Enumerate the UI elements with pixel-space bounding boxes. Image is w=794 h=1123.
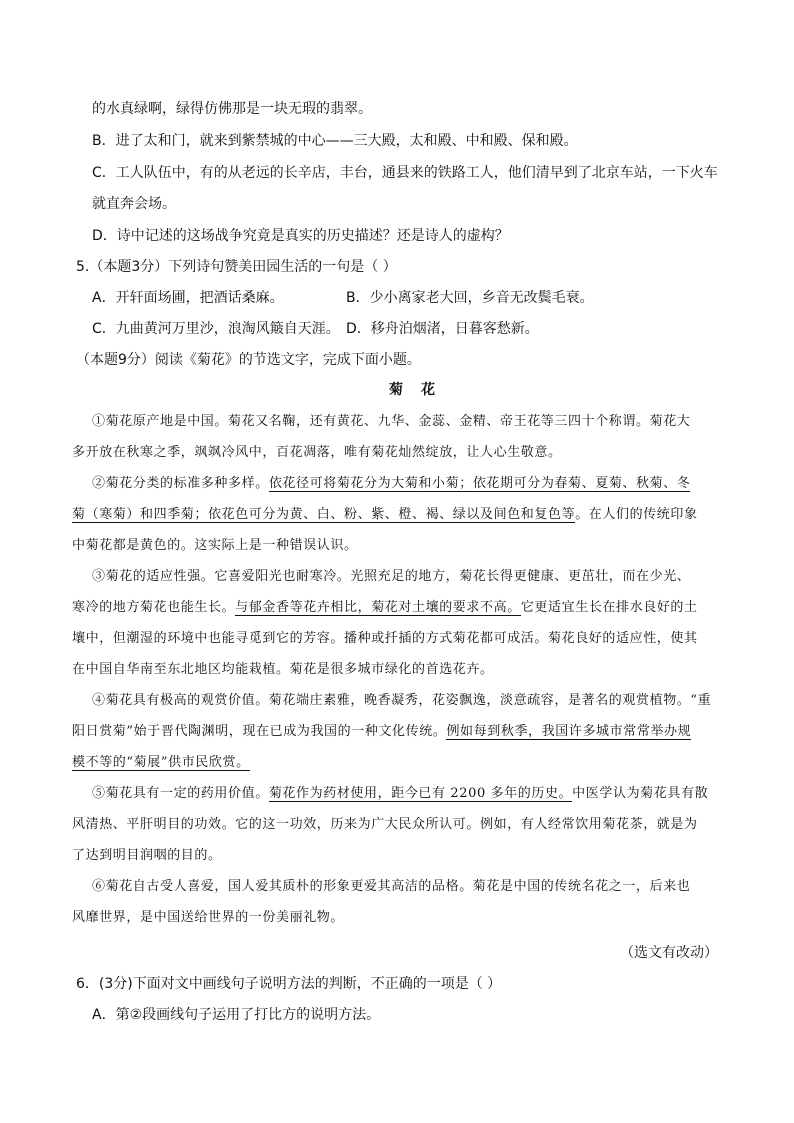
paragraph-4-line1: ④菊花具有极高的观赏价值。菊花端庄素雅，晚香凝秀，花姿飘逸，淡意疏容，是著名的观赏植物。“重 [92, 693, 712, 708]
paragraph-5-line3: 了达到明目润咽的目的。 [72, 848, 222, 863]
paragraph-2-line2 [72, 505, 698, 525]
q4-option-c-line2: 就直奔会场。 [92, 196, 176, 212]
paragraph-3-line1: ③菊花的适应性强。它喜爱阳光也耐寒冷。光照充足的地方，菊花长得更健康、更茁壮，而在少光、 [92, 569, 691, 584]
paragraph-5-line1 [92, 784, 708, 804]
q5-option-b: B．少小离家老大回，乡音无改鬓毛衰。 [346, 290, 594, 306]
paragraph-3-line3: 壤中，但潮湿的环境中也能寻觅到它的芳容。播种或扦插的方式菊花都可成活。菊花良好的适应性，使其 [72, 631, 698, 646]
paragraph-1-line1: ①菊花原产地是中国。菊花又名鞠，还有黄花、九华、金蕊、金精、帝王花等三四十个称谓。菊花大 [92, 414, 691, 429]
paragraph-2-line3: 中菊花都是黄色的。这实际上是一种错误认识。 [72, 538, 358, 553]
reading-intro: （本题9分）阅读《菊花》的节选文字，完成下面小题。 [76, 352, 421, 368]
paragraph-2-text: 。在人们的传统印象 [575, 507, 698, 522]
underlined-sentence-p4: 例如每到秋季，我国许多城市常常举办规 [446, 724, 692, 739]
underlined-sentence-p3: 与郁金香等花卉相比，菊花对土壤的要求不高。 [235, 600, 521, 615]
paragraph-6-line1: ⑥菊花自古受人喜爱，国人爱其质朴的形象更爱其高洁的品格。菊花是中国的传统名花之一，后来也 [92, 879, 691, 894]
passage-title: 菊花 [389, 382, 453, 398]
q4-option-b: B．进了太和门，就来到紫禁城的中心——三大殿，太和殿、中和殿、保和殿。 [92, 133, 578, 149]
source-note: （选文有改动） [620, 945, 718, 961]
paragraph-3-line4: 在中国自华南至东北地区均能栽植。菊花是很多城市绿化的首选花卉。 [72, 662, 494, 677]
paragraph-3-text: 它更适宜生长在排水良好的土 [520, 600, 698, 615]
paragraph-5-line2: 风清热、平肝明目的功效。它的这一功效，历来为广大民众所认可。例如，有人经常饮用菊花茶，就是为 [72, 817, 698, 832]
q5-stem: 5.（本题3分）下列诗句赞美田园生活的一句是（ ） [76, 259, 397, 275]
paragraph-4-line2 [72, 722, 691, 742]
paragraph-2-text: ②菊花分类的标准多种多样。 [92, 476, 269, 491]
underlined-sentence-p2-cont: 菊（寒菊）和四季菊；依花色可分为黄、白、粉、紫、橙、褐、绿以及间色和复色等 [72, 507, 576, 522]
paragraph-6-line2: 风靡世界，是中国送给世界的一份美丽礼物。 [72, 910, 345, 925]
underlined-sentence-p4-cont: 模不等的“菊展”供市民欣赏。 [72, 755, 250, 770]
paragraph-5-text: ⑤菊花具有一定的药用价值。 [92, 786, 269, 801]
paragraph-3-line2 [72, 598, 698, 618]
paragraph-1-line2: 多开放在秋寒之季，飒飒冷风中，百花凋落，唯有菊花灿然绽放，让人心生敬意。 [72, 445, 562, 460]
q4-option-a-continuation: 的水真绿啊，绿得仿佛那是一块无瑕的翡翠。 [92, 101, 372, 117]
q6-option-a: A．第②段画线句子运用了打比方的说明方法。 [92, 1007, 381, 1023]
underlined-sentence-p2: 依花径可将菊花分为大菊和小菊；依花期可分为春菊、夏菊、秋菊、冬 [268, 476, 691, 491]
paragraph-4-line3 [72, 753, 250, 773]
q5-option-c: C．九曲黄河万里沙，浪淘风簸自天涯。 [92, 321, 340, 337]
paragraph-2-line1 [92, 474, 690, 494]
q4-option-d: D．诗中记述的这场战争究竟是真实的历史描述？还是诗人的虚构？ [92, 228, 509, 244]
q6-stem: 6．(3分)下面对文中画线句子说明方法的判断，不正确的一项是（ ） [76, 976, 502, 992]
q4-option-c-line1: C．工人队伍中，有的从老远的长辛店，丰台，通县来的铁路工人，他们清早到了北京车站，一下火车 [92, 165, 718, 181]
paragraph-5-text: 中医学认为菊花具有散 [572, 786, 709, 801]
paragraph-3-text: 寒冷的地方菊花也能生长。 [72, 600, 236, 615]
q5-option-a: A．开轩面场圃，把酒话桑麻。 [92, 290, 284, 306]
underlined-sentence-p5: 菊花作为药材使用，距今已有 2200 多年的历史。 [268, 786, 573, 801]
q5-option-d: D．移舟泊烟渚，日暮客愁新。 [346, 321, 539, 337]
paragraph-4-text: 阳日赏菊”始于晋代陶渊明，现在已成为我国的一种文化传统。 [72, 724, 447, 739]
